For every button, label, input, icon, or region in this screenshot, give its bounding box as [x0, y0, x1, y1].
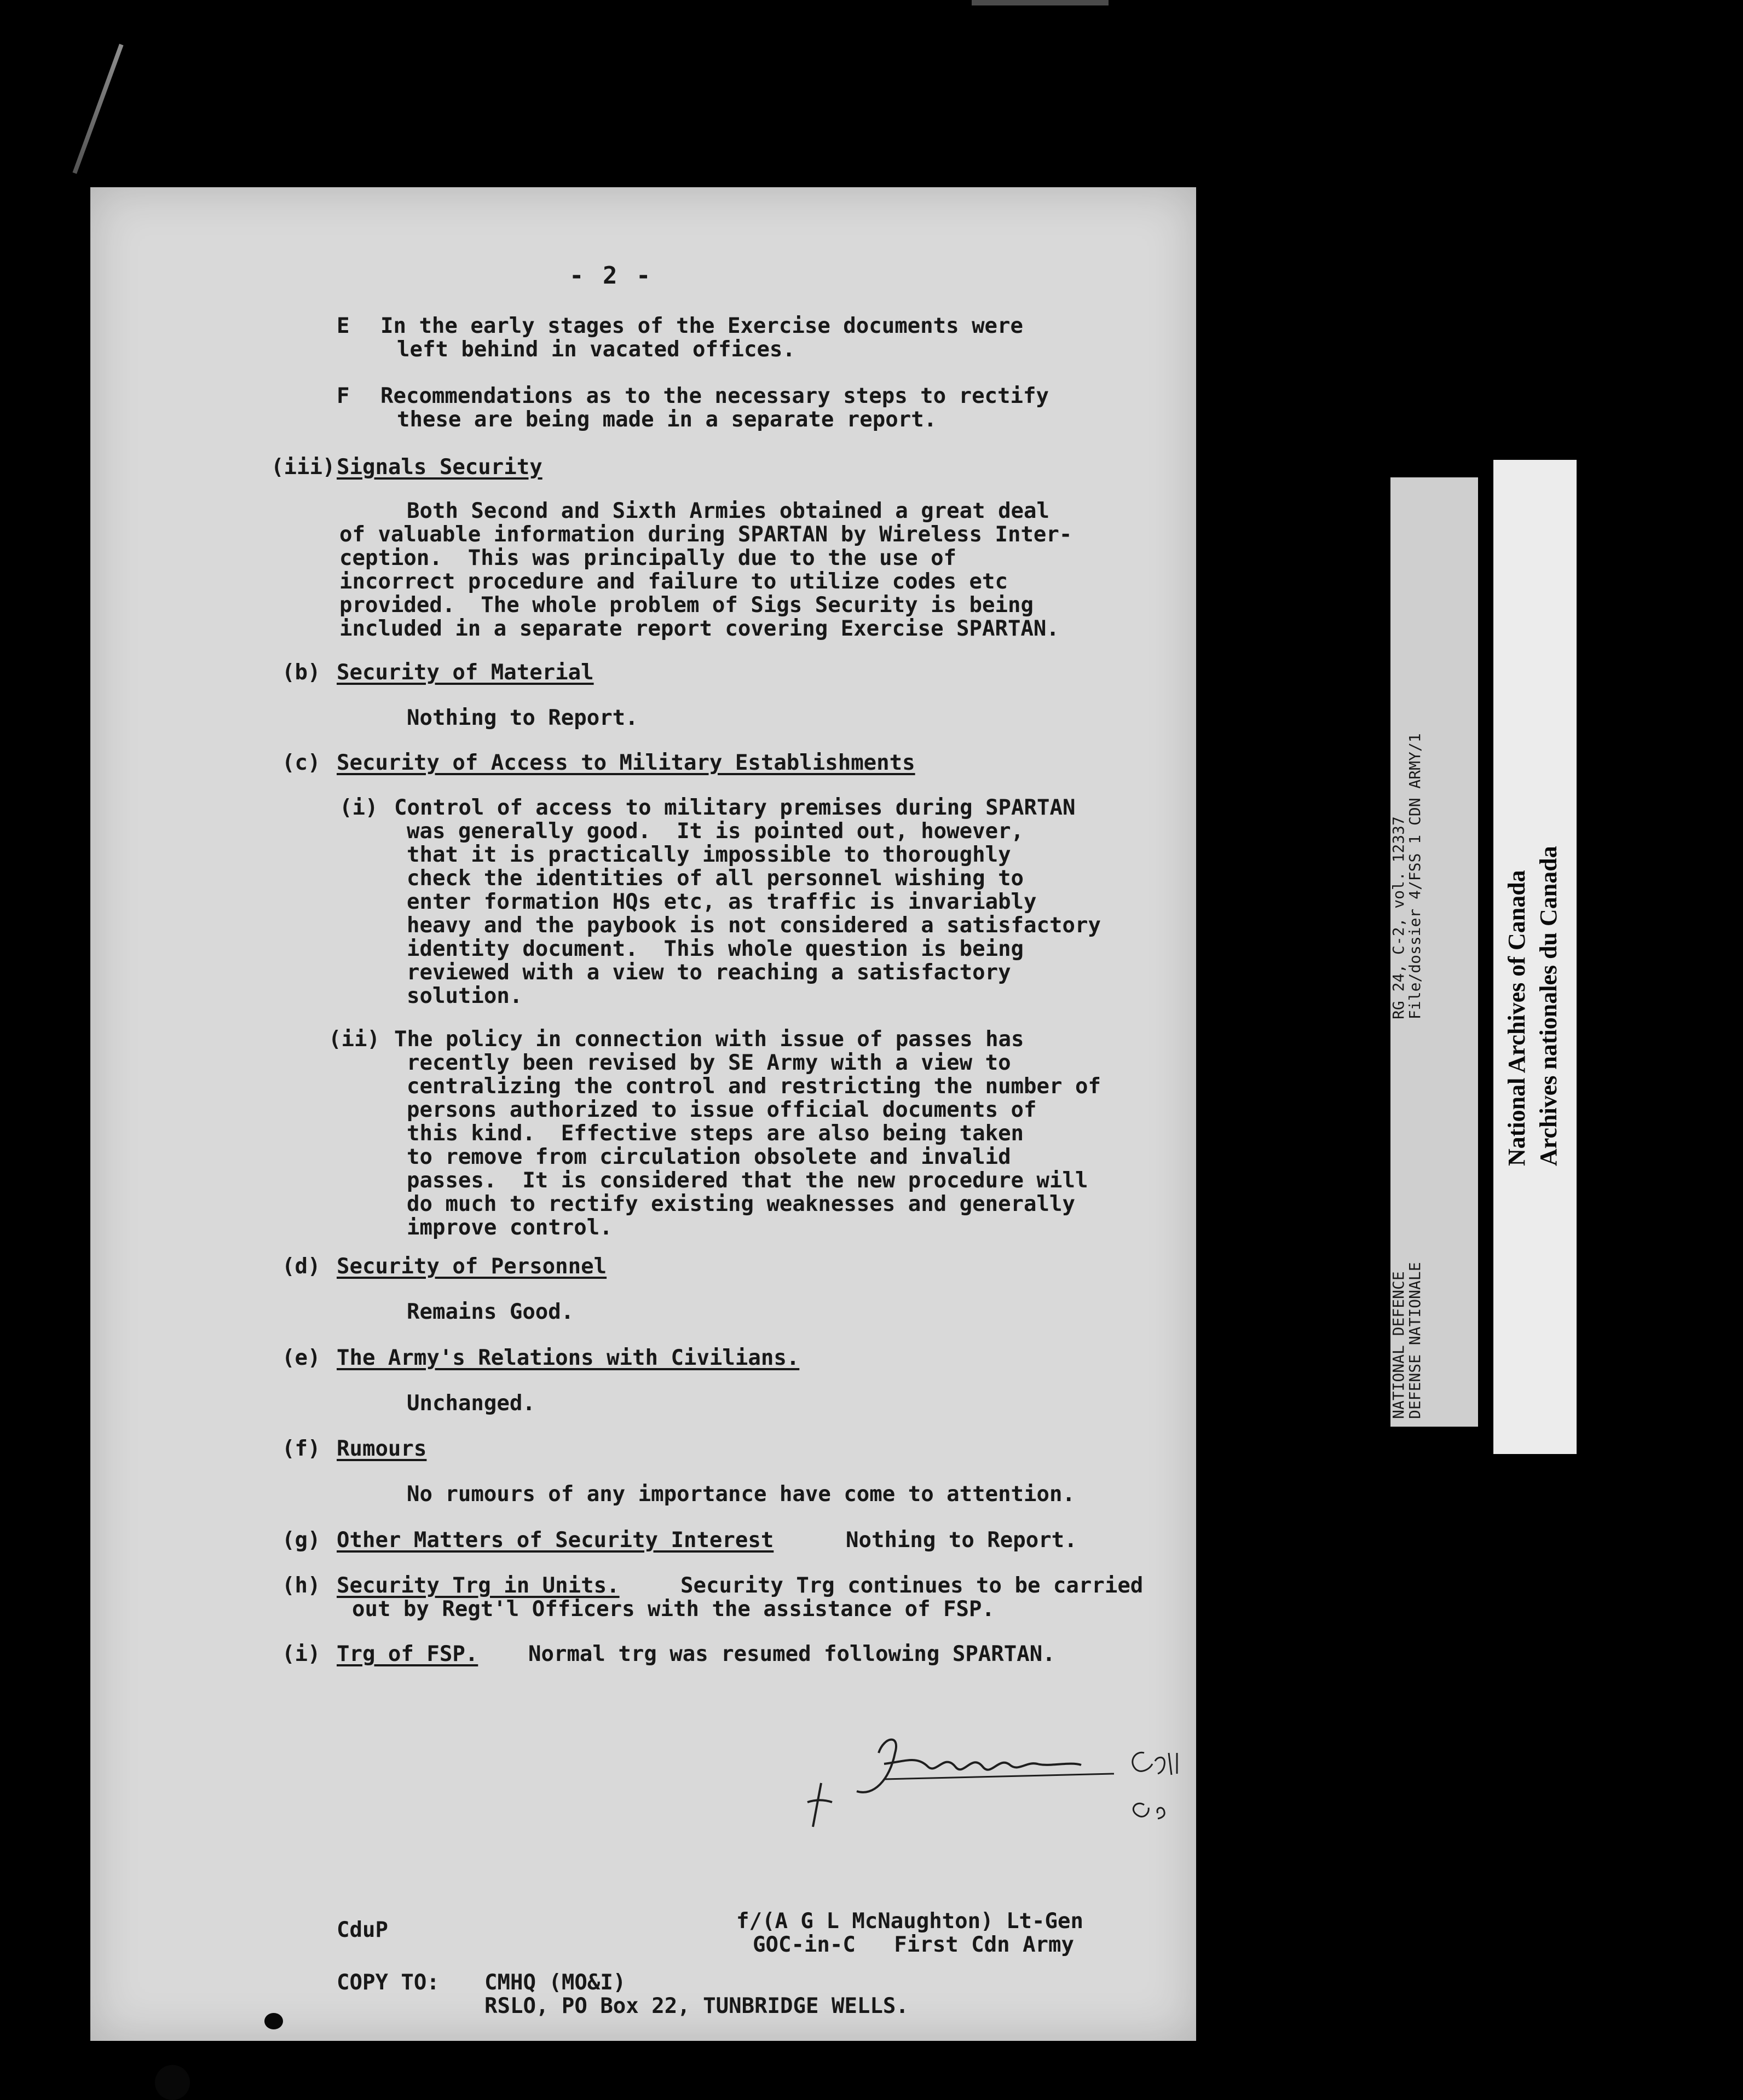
trg-units-body: Security Trg continues to be carried	[680, 1573, 1144, 1598]
signals-line-6: included in a separate report covering Exercise SPARTAN.	[339, 616, 1059, 641]
signals-marker: (iii)	[271, 455, 336, 480]
signals-line-1: Both Second and Sixth Armies obtained a great deal	[407, 499, 1049, 523]
access-sub-i-line-8: reviewed with a view to reaching a satisfactory	[407, 960, 1011, 985]
ink-blot	[264, 2013, 283, 2029]
signals-heading: Signals Security	[337, 455, 542, 480]
civilians-marker: (e)	[282, 1346, 321, 1370]
handwritten-signature	[720, 1731, 1245, 1830]
trg-fsp-marker: (i)	[282, 1642, 321, 1666]
access-sub-i-line-3: that it is practically impossible to thoroughly	[407, 843, 1011, 867]
item-e-line-2: left behind in vacated offices.	[397, 337, 795, 362]
copy-to-line-1: CMHQ (MO&I)	[484, 1970, 626, 1995]
access-sub-ii-line-5: this kind. Effective steps are also being taken	[407, 1121, 1024, 1146]
rumours-marker: (f)	[282, 1436, 321, 1461]
other-heading: Other Matters of Security Interest	[337, 1528, 774, 1553]
punch-hole	[155, 2065, 190, 2100]
item-f-line-2: these are being made in a separate report.	[397, 407, 937, 432]
access-sub-ii-line-1: The policy in connection with issue of passes has	[394, 1027, 1024, 1052]
access-sub-i-line-1: Control of access to military premises during SPARTAN	[394, 795, 1076, 820]
archive-reference-line-2: File/dossier 4/FSS 1 CDN ARMY/1	[1406, 733, 1424, 1019]
scratch-mark	[72, 44, 123, 174]
archive-department-line-2: DEFENSE NATIONALE	[1406, 1262, 1424, 1419]
document-page	[90, 187, 1196, 2041]
access-sub-ii-marker: (ii)	[328, 1027, 380, 1052]
access-sub-i-marker: (i)	[339, 795, 378, 820]
item-e-line-1: In the early stages of the Exercise documents were	[380, 314, 1023, 338]
top-smudge	[972, 0, 1109, 5]
access-sub-ii-line-7: passes. It is considered that the new procedure will	[407, 1168, 1088, 1193]
archives-stamp-line-1: National Archives of Canada	[1503, 870, 1530, 1166]
trg-units-body-2: out by Regt'l Officers with the assistance of FSP.	[352, 1597, 995, 1622]
item-e-marker: E	[337, 314, 350, 338]
personnel-heading: Security of Personnel	[337, 1254, 607, 1279]
access-sub-i-line-9: solution.	[407, 984, 523, 1008]
signals-line-5: provided. The whole problem of Sigs Security is being	[339, 593, 1034, 618]
item-f-marker: F	[337, 384, 350, 408]
access-sub-i-line-2: was generally good. It is pointed out, however,	[407, 819, 1024, 844]
archive-reference-line-1: RG 24, C-2, vol. 12337	[1389, 816, 1407, 1019]
archive-label-strip	[1390, 477, 1478, 1427]
access-sub-ii-line-9: improve control.	[407, 1215, 613, 1240]
other-body: Nothing to Report.	[846, 1528, 1077, 1553]
item-f-line-1: Recommendations as to the necessary steps to rectify	[380, 384, 1049, 408]
access-sub-ii-line-8: do much to rectify existing weaknesses and generally	[407, 1192, 1075, 1216]
copy-to-line-2: RSLO, PO Box 22, TUNBRIDGE WELLS.	[484, 1994, 909, 2018]
access-sub-i-line-4: check the identities of all personnel wishing to	[407, 866, 1024, 891]
other-marker: (g)	[282, 1528, 321, 1553]
trg-fsp-heading: Trg of FSP.	[337, 1642, 478, 1666]
page-number: - 2 -	[569, 262, 653, 290]
archive-department-line-1: NATIONAL DEFENCE	[1389, 1271, 1407, 1419]
signals-line-2: of valuable information during SPARTAN by Wireless Inter-	[339, 522, 1072, 547]
material-heading: Security of Material	[337, 660, 594, 685]
trg-fsp-body: Normal trg was resumed following SPARTAN.	[528, 1642, 1055, 1666]
civilians-body: Unchanged.	[407, 1391, 535, 1416]
rumours-body: No rumours of any importance have come to attention.	[407, 1482, 1075, 1507]
initials: CduP	[337, 1918, 388, 1942]
access-marker: (c)	[282, 751, 321, 775]
civilians-heading: The Army's Relations with Civilians.	[337, 1346, 800, 1370]
signature-name-line: f/(A G L McNaughton) Lt-Gen	[736, 1909, 1083, 1934]
trg-units-heading: Security Trg in Units.	[337, 1573, 620, 1598]
personnel-marker: (d)	[282, 1254, 321, 1279]
access-sub-ii-line-3: centralizing the control and restricting the number of	[407, 1074, 1101, 1099]
access-sub-i-line-5: enter formation HQs etc, as traffic is invariably	[407, 890, 1037, 914]
signals-line-4: incorrect procedure and failure to utilize codes etc	[339, 569, 1008, 594]
access-sub-i-line-6: heavy and the paybook is not considered a satisfactory	[407, 913, 1101, 938]
material-body: Nothing to Report.	[407, 706, 638, 730]
archives-stamp-line-2: Archives nationales du Canada	[1535, 846, 1562, 1166]
signals-line-3: ception. This was principally due to the use of	[339, 546, 957, 570]
access-heading: Security of Access to Military Establishments	[337, 751, 915, 775]
rumours-heading: Rumours	[337, 1436, 427, 1461]
access-sub-i-line-7: identity document. This whole question is being	[407, 937, 1024, 961]
copy-to-label: COPY TO:	[337, 1970, 440, 1995]
national-archives-strip	[1493, 460, 1577, 1454]
material-marker: (b)	[282, 660, 321, 685]
personnel-body: Remains Good.	[407, 1300, 574, 1324]
access-sub-ii-line-2: recently been revised by SE Army with a view to	[407, 1051, 1011, 1075]
trg-units-marker: (h)	[282, 1573, 321, 1598]
access-sub-ii-line-4: persons authorized to issue official documents of	[407, 1098, 1037, 1122]
signature-title-line: GOC-in-C First Cdn Army	[753, 1932, 1074, 1957]
access-sub-ii-line-6: to remove from circulation obsolete and invalid	[407, 1145, 1011, 1169]
